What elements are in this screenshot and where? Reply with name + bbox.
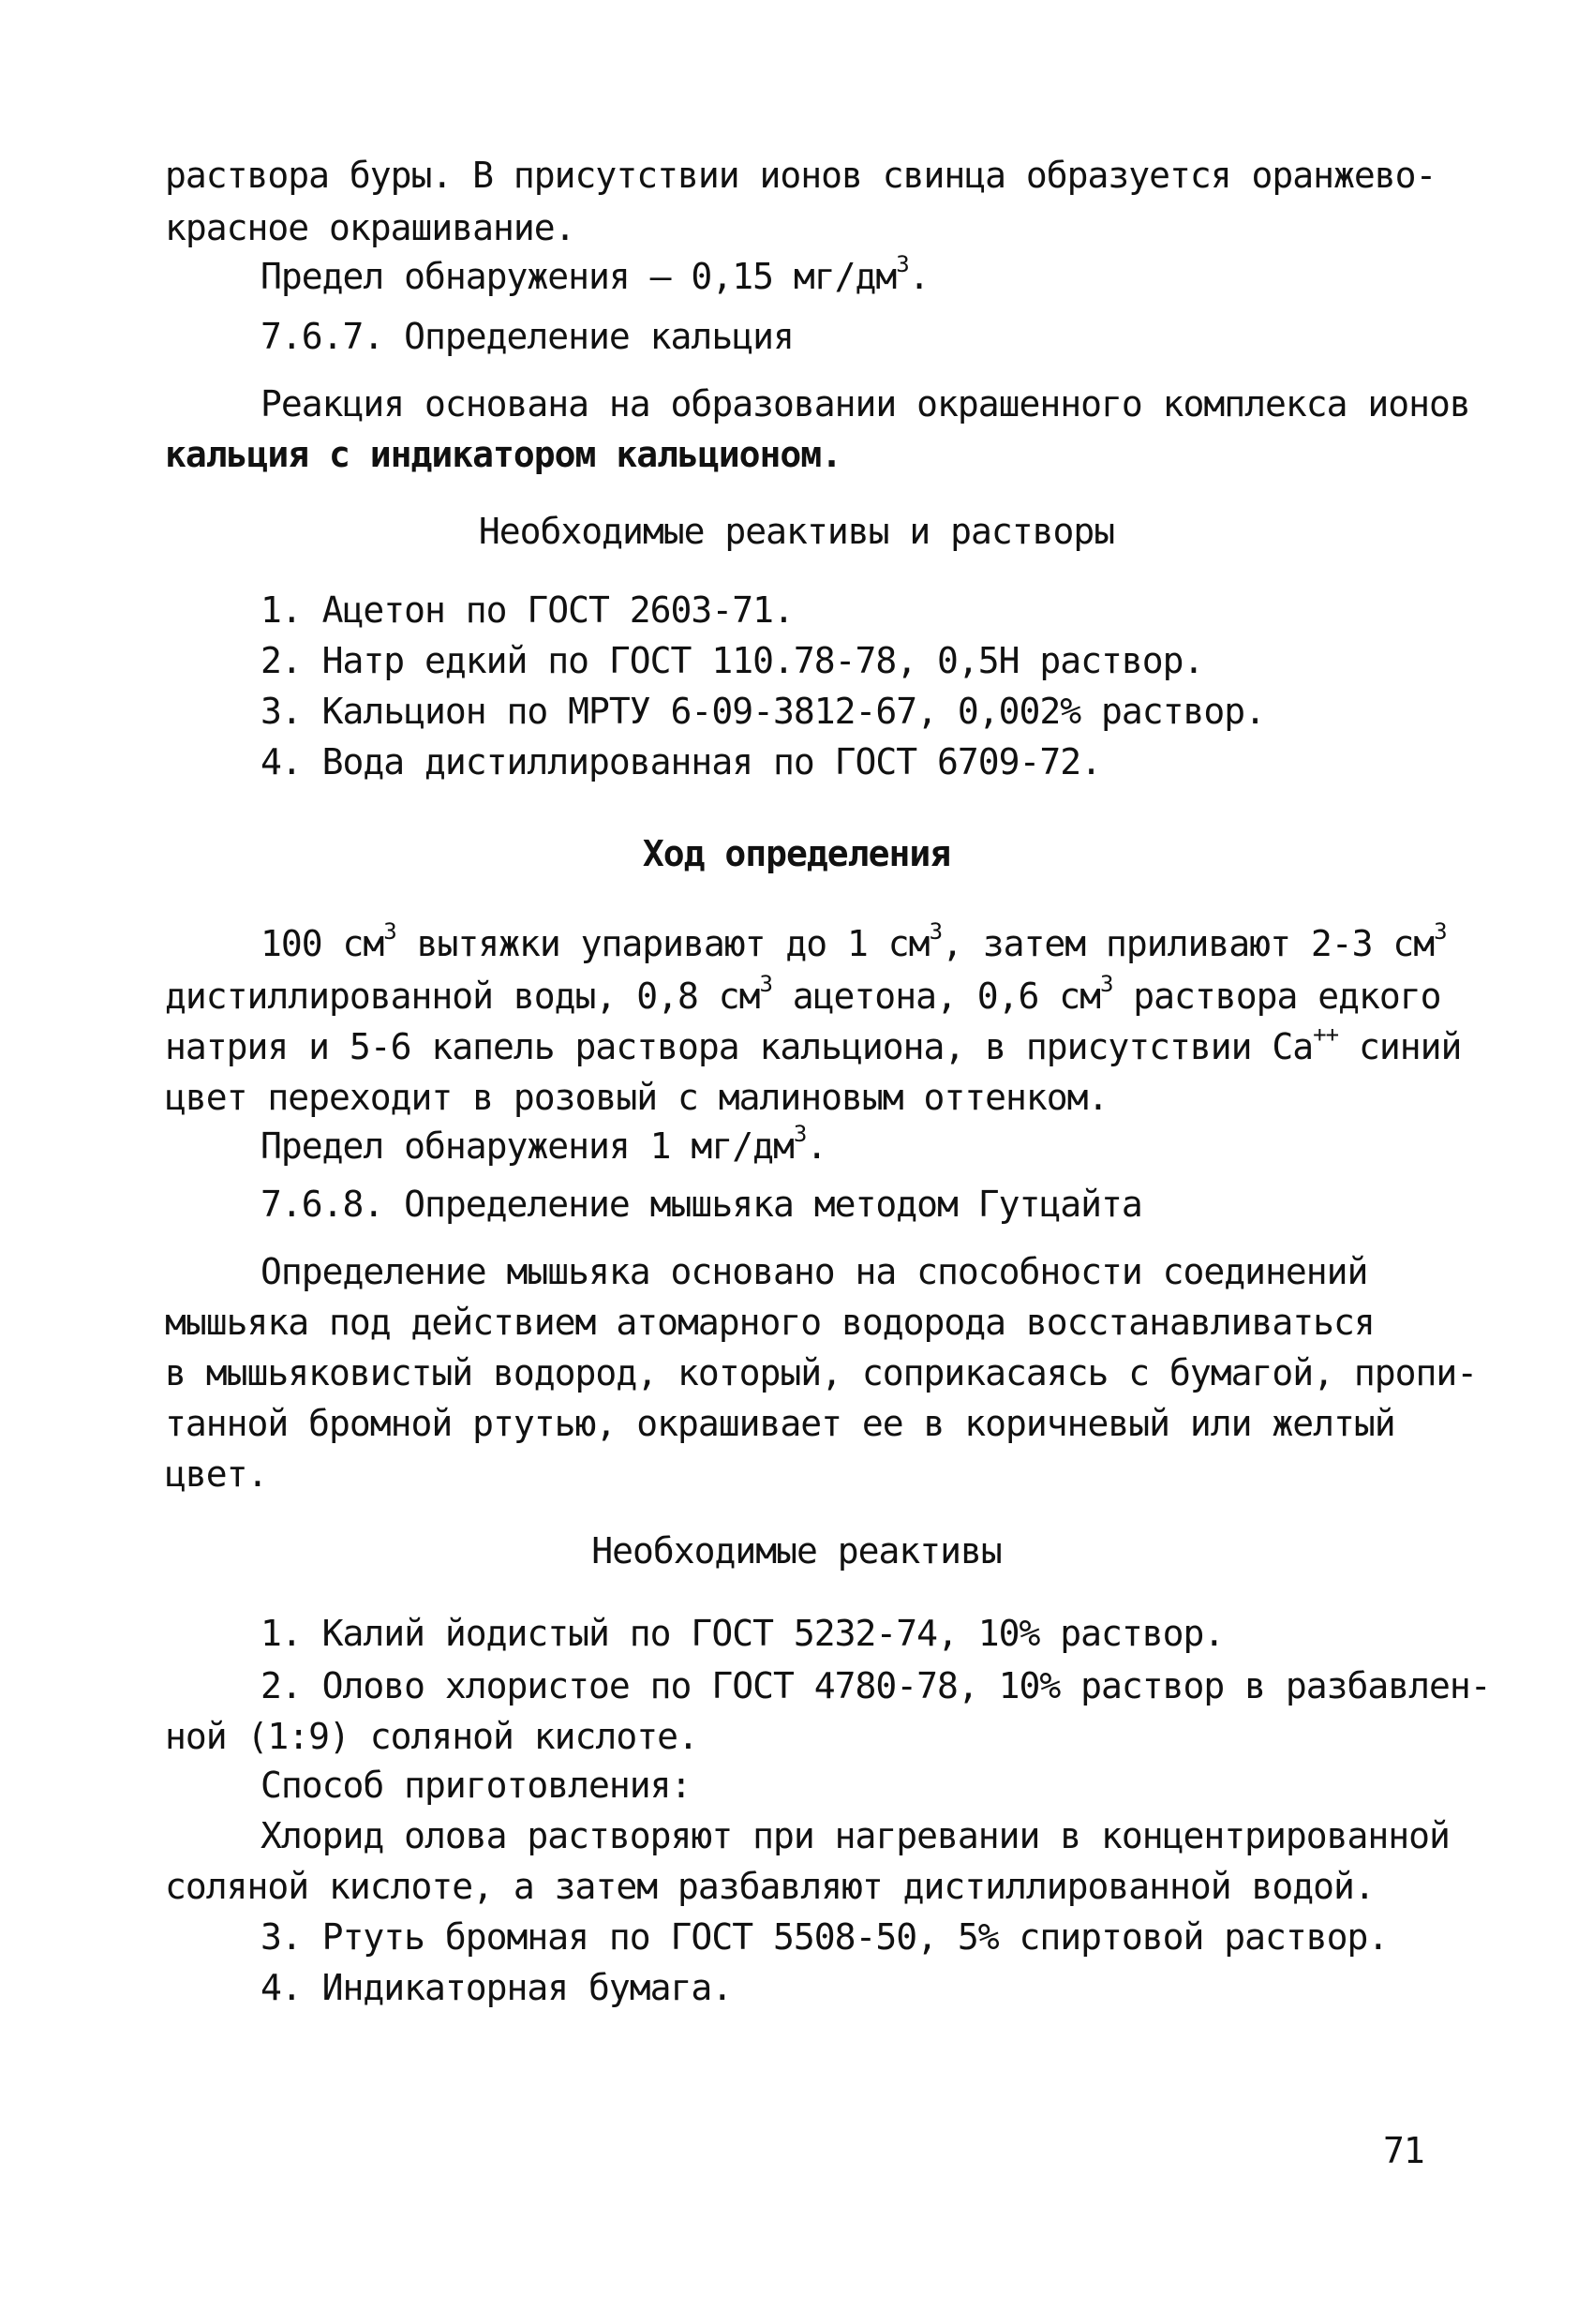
paragraph-line: в мышьяковистый водород, который, соприкасаясь с бумагой, пропи- — [165, 1352, 1478, 1393]
preparation-line: Хлорид олова растворяют при нагревании в концентрированной — [261, 1815, 1450, 1856]
section-heading-calcium: 7.6.7. Определение кальция — [261, 316, 794, 357]
procedure-line: цвет переходит в розовый с малиновым оттенком. — [165, 1077, 1109, 1118]
reagent-item: 4. Индикаторная бумага. — [261, 1967, 733, 2008]
paragraph-line: Реакция основана на образовании окрашенного комплекса ионов — [261, 383, 1470, 425]
procedure-line: натрия и 5-6 капель раствора кальциона, в присутствии Са++ синий — [165, 1021, 1462, 1067]
reagent-item: 2. Натр едкий по ГОСТ 110.78-78, 0,5Н раствор. — [261, 640, 1204, 681]
reagent-item: 3. Кальцион по МРТУ 6-09-3812-67, 0,002% раствор. — [261, 691, 1266, 732]
reagents-title: Необходимые реактивы и растворы — [478, 511, 1115, 552]
paragraph-line: раствора буры. В присутствии ионов свинца образуется оранжево- — [165, 155, 1437, 196]
paragraph-line: красное окрашивание. — [165, 207, 575, 248]
procedure-title: Ход определения — [642, 833, 951, 874]
reagent-item: 4. Вода дистиллированная по ГОСТ 6709-72. — [261, 741, 1101, 782]
paragraph-line: танной бромной ртутью, окрашивает ее в коричневый или желтый — [165, 1403, 1395, 1444]
reagent-item: 3. Ртуть бромная по ГОСТ 5508-50, 5% спиртовой раствор. — [261, 1916, 1389, 1958]
preparation-label: Способ приготовления: — [261, 1765, 692, 1806]
reagent-item: 1. Калий йодистый по ГОСТ 5232-74, 10% раствор. — [261, 1613, 1225, 1654]
paragraph-line: цвет. — [165, 1453, 268, 1495]
reagents-title: Необходимые реактивы — [591, 1530, 1002, 1572]
section-heading-arsenic: 7.6.8. Определение мышьяка методом Гутцайта — [261, 1184, 1142, 1225]
detection-limit: Предел обнаружения 1 $мг/дм^3$. — [261, 1121, 827, 1167]
paragraph-line: Определение мышьяка основано на способности соединений — [261, 1251, 1368, 1292]
reagent-item: 1. Ацетон по ГОСТ 2603-71. — [261, 589, 794, 631]
paragraph-line: кальция с индикатором кальционом. — [165, 434, 841, 475]
reagent-item-continuation: ной (1:9) соляной кислоте. — [165, 1716, 698, 1757]
preparation-line: соляной кислоте, а затем разбавляют дистиллированной водой. — [165, 1866, 1375, 1907]
detection-limit: Предел обнаружения – 0,15 $мг/дм^3$. — [261, 251, 930, 297]
paragraph-line: мышьяка под действием атомарного водорода восстанавливаться — [165, 1302, 1375, 1343]
procedure-line: дистиллированной воды, 0,8 $см^3$ ацетона, 0,6 $см^3$ раствора едкого — [165, 971, 1441, 1017]
page-number: 71 — [1383, 2130, 1424, 2171]
procedure-line: 100 $см^3$ вытяжки упаривают до 1 $см^3$, затем приливают 2-3 $см^3$ — [261, 918, 1447, 964]
reagent-item: 2. Олово хлористое по ГОСТ 4780-78, 10% раствор в разбавлен- — [261, 1665, 1491, 1706]
